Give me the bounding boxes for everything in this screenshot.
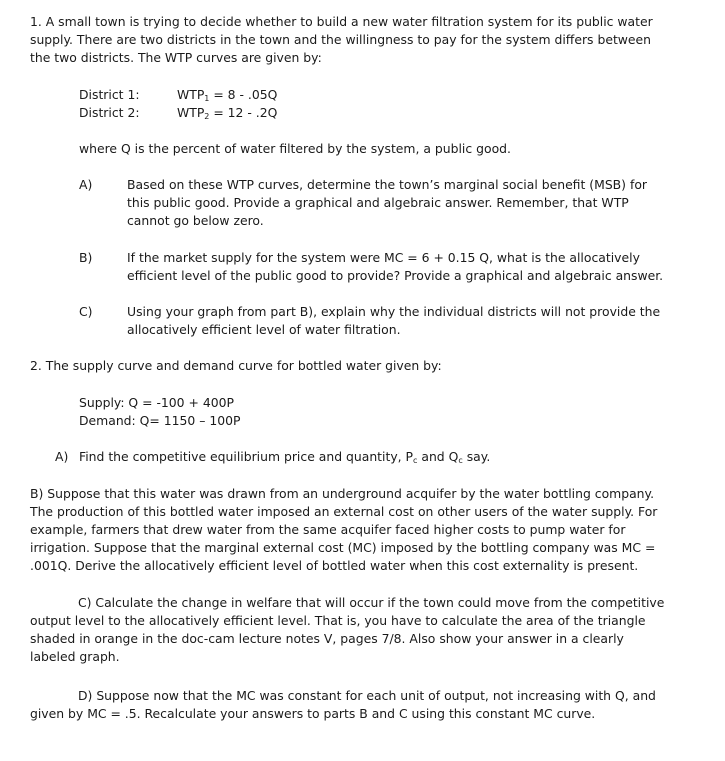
q2-partA-pre: Find the competitive equilibrium price and quantity, P [79, 449, 414, 464]
q2-partA-label: A) [55, 449, 69, 464]
district2-eq-prefix: WTP [177, 105, 205, 120]
district2-equation [177, 104, 277, 122]
q2-partA-sub-p: c [413, 456, 418, 465]
q1-partB-label: B) [79, 250, 93, 265]
q2-partB-text: B) Suppose that this water was drawn from an underground acquifer by the water bottling company. The production of this bottled water imposed an external cost on other users of the water supply. For example, farmers that drew water from the same acquifer faced higher costs to pump water for irrigation. Suppose that the marginal external cost (MC) imposed by the bottling company was MC = .001Q. Derive the allocatively efficient level of bottled water when this cost externality is present. [30, 486, 658, 573]
district1-label: District 1: [79, 87, 140, 102]
q1-partB-text: If the market supply for the system were MC = 6 + 0.15 Q, what is the allocatively efficient level of the public good to provide? Provide a graphical and algebraic answer. [127, 250, 664, 283]
q1-partC-label: C) [79, 304, 93, 319]
q1-partA-text: Based on these WTP curves, determine the town’s marginal social benefit (MSB) for this public good. Provide a graphical and algebraic answer. Remember, that WTP cannot go below zero. [127, 177, 647, 228]
district2-label: District 2: [79, 105, 140, 120]
district2-eq-rest: = 12 - .2Q [209, 105, 278, 120]
q1-partC-text: Using your graph from part B), explain why the individual districts will not provide the allocatively efficient level of water filtration. [127, 304, 661, 337]
q2-partA-post: say. [462, 449, 491, 464]
q2-demand-equation: Demand: Q= 1150 – 100P [79, 413, 241, 428]
district1-eq-rest: = 8 - .05Q [209, 87, 278, 102]
district1-equation [177, 86, 277, 104]
q1-partA-label: A) [79, 177, 93, 192]
q2-supply-equation: Supply: Q = -100 + 400P [79, 395, 234, 410]
district1-eq-sub: 1 [204, 94, 210, 103]
q2-partA-sub-q: c [458, 456, 463, 465]
q1-intro: 1. A small town is trying to decide whether to build a new water filtration system for its public water supply. There are two districts in the town and the willingness to pay for the system differs between the two districts. The WTP curves are given by: [30, 14, 653, 65]
q2-partC-text: C) Calculate the change in welfare that will occur if the town could move from the competitive output level to the allocatively efficient level. That is, you have to calculate the area of the triangle shaded in orange in the doc-cam lecture notes V, pages 7/8. Also show your answer in a clearly labeled graph. [30, 595, 665, 664]
q1-where-text: where Q is the percent of water filtered by the system, a public good. [79, 141, 511, 156]
district1-eq-prefix: WTP [177, 87, 205, 102]
q2-partD-text: D) Suppose now that the MC was constant for each unit of output, not increasing with Q, and given by MC = .5. Recalculate your answers to parts B and C using this constant MC curve. [30, 688, 656, 721]
q2-partA-text [79, 448, 490, 466]
q2-partA-mid: and Q [417, 449, 459, 464]
district2-eq-sub: 2 [204, 112, 210, 121]
q2-intro: 2. The supply curve and demand curve for bottled water given by: [30, 358, 442, 373]
